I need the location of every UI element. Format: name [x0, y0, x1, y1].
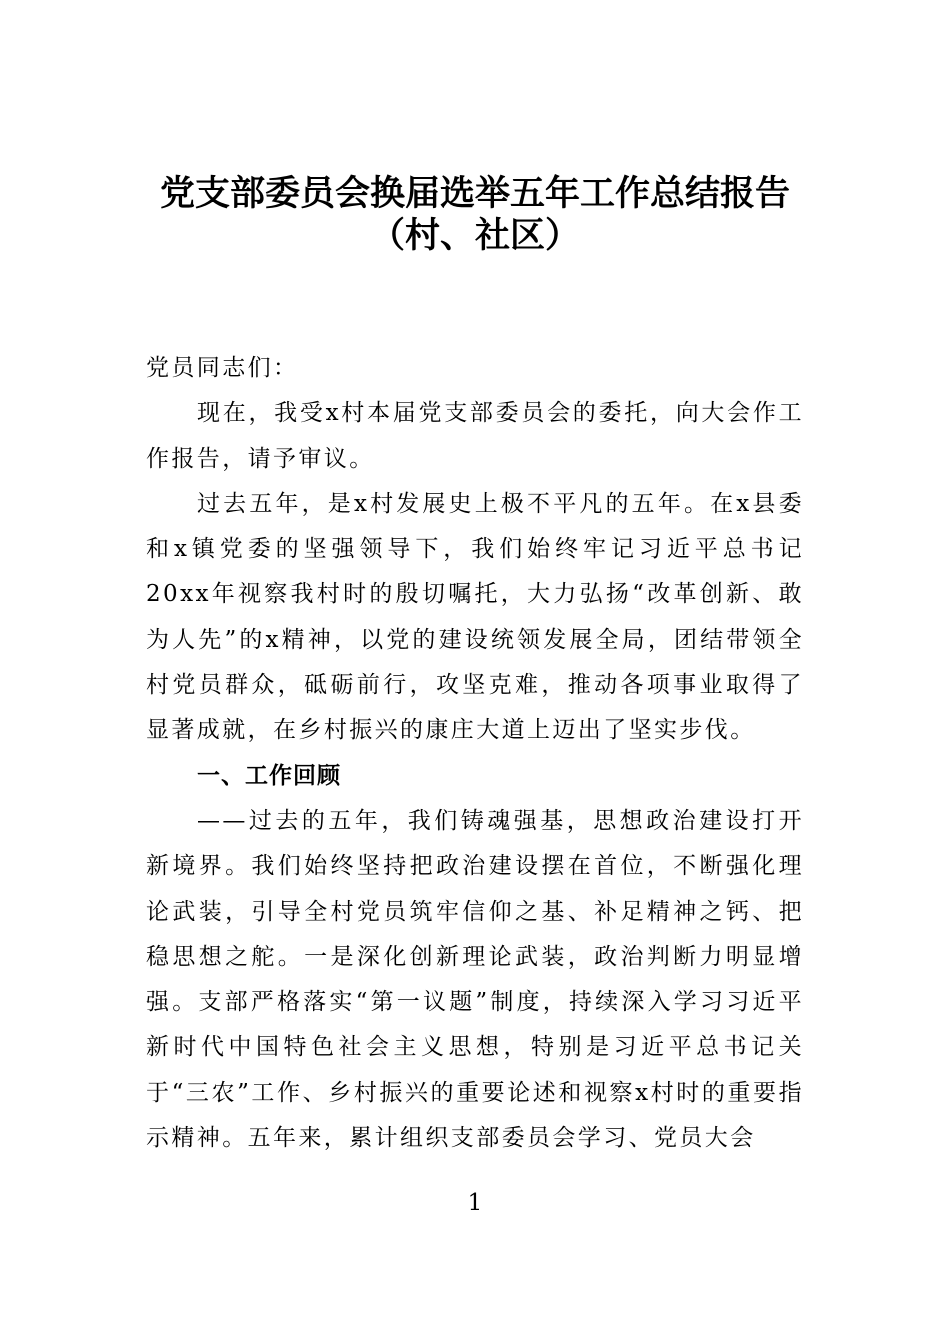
- document-title: 党支部委员会换届选举五年工作总结报告: [159, 173, 790, 214]
- document-body: [146, 346, 804, 1161]
- paragraph-intro: 现在，我受x村本届党支部委员会的委托，向大会作工作报告，请予审议。: [146, 400, 804, 472]
- salutation: 党员同志们：: [146, 355, 299, 381]
- page-number: 1: [467, 1190, 483, 1216]
- paragraph-overview: 过去五年，是x村发展史上极不平凡的五年。在x县委和x镇党委的坚强领导下，我们始终牢记习近平总书记20xx年视察我村时的殷切嘱托，大力弘扬“改革创新、敢为人先”的x精神，以党的建设统领发展全局，团结带领全村党员群众，砥砺前行，攻坚克难，推动各项事业取得了显著成就，在乡村振兴的康庄大道上迈出了坚实步伐。: [146, 490, 804, 744]
- section-heading: 一、工作回顾: [197, 762, 341, 789]
- paragraph-review: ——过去的五年，我们铸魂强基，思想政治建设打开新境界。我们始终坚持把政治建设摆在首位，不断强化理论武装，引导全村党员筑牢信仰之基、补足精神之钙、把稳思想之舵。一是深化创新理论武装，政治判断力明显增强。支部严格落实“第一议题”制度，持续深入学习习近平新时代中国特色社会主义思想，特别是习近平总书记关于“三农”工作、乡村振兴的重要论述和视察x村时的重要指示精神。五年来，累计组织支部委员会学习、党员大会: [146, 807, 804, 1152]
- document-subtitle: （村、社区）: [369, 215, 580, 256]
